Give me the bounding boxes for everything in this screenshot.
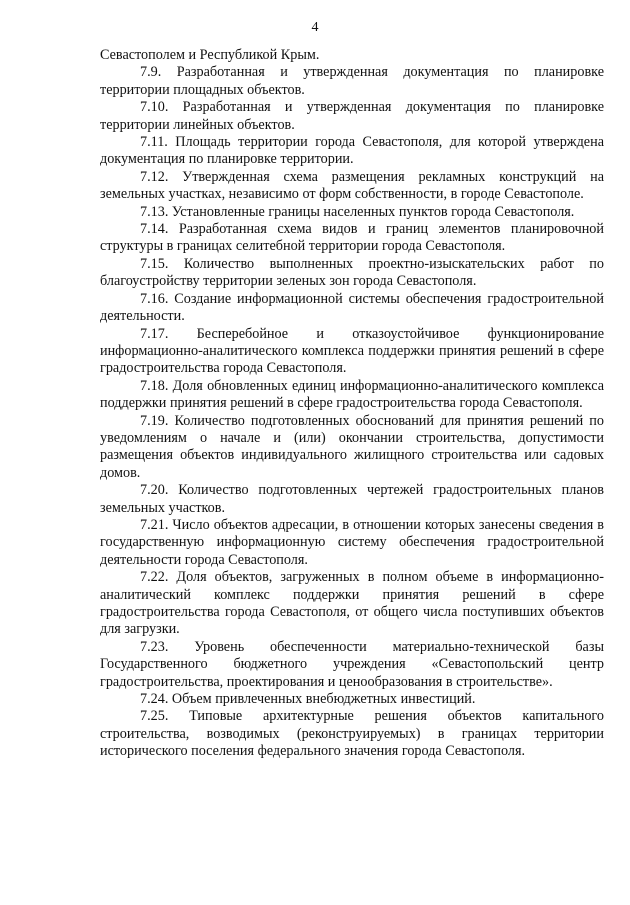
intro-line: Севастополем и Республикой Крым. xyxy=(100,47,320,63)
list-item-7-9: 7.9. Разработанная и утвержденная документация по планировке территории площадных объектов. xyxy=(100,64,604,98)
list-item-7-10: 7.10. Разработанная и утвержденная документация по планировке территории линейных объектов. xyxy=(100,99,604,133)
list-item-7-14: 7.14. Разработанная схема видов и границ элементов планировочной структуры в границах селитебной территории города Севастополя. xyxy=(100,221,604,255)
list-item-7-15: 7.15. Количество выполненных проектно-изыскательских работ по благоустройству территории зеленых зон города Севастополя. xyxy=(100,255,604,290)
list-item-7-22: 7.22. Доля объектов, загруженных в полном объеме в информационно-аналитический комплекс поддержки принятия решений в сфере градостроительства города Севастополя, от общего числа поступивших объектов для загрузки. xyxy=(100,569,604,638)
document-body xyxy=(100,47,604,761)
list-item-7-13: 7.13. Установленные границы населенных пунктов города Севастополя. xyxy=(140,203,575,220)
list-item-7-11: 7.11. Площадь территории города Севастополя, для которой утверждена документация по планировке территории. xyxy=(100,134,604,168)
list-item-7-16: 7.16. Создание информационной системы обеспечения градостроительной деятельности. xyxy=(100,290,604,325)
list-item-7-18: 7.18. Доля обновленных единиц информационно-аналитического комплекса поддержки принятия решений в сфере градостроительства города Севастополя. xyxy=(100,377,604,412)
list-item-7-24: 7.24. Объем привлеченных внебюджетных инвестиций. xyxy=(140,691,476,708)
list-item-7-21: 7.21. Число объектов адресации, в отношении которых занесены сведения в государственную информационную систему обеспечения градостроительной деятельности города Севастополя. xyxy=(100,516,604,568)
list-item-7-20: 7.20. Количество подготовленных чертежей градостроительных планов земельных участков. xyxy=(100,482,604,516)
list-item-7-12: 7.12. Утвержденная схема размещения рекламных конструкций на земельных участках, независимо от форм собственности, в городе Севастополе. xyxy=(100,168,604,203)
list-item-7-19: 7.19. Количество подготовленных обоснований для принятия решений по уведомлениям о начале и (или) окончании строительства, допустимости размещения объектов индивидуального жилищного строительства или садовых домов. xyxy=(100,412,604,481)
list-item-7-25: 7.25. Типовые архитектурные решения объектов капитального строительства, возводимых (реконструируемых) в границах территории исторического поселения федерального значения города Севастополя. xyxy=(100,708,604,760)
page-number: 4 xyxy=(311,20,319,35)
list-item-7-23: 7.23. Уровень обеспеченности материально-технической базы Государственного бюджетного учреждения «Севастопольский центр градостроительства, проектирования и ценообразования в строительстве». xyxy=(100,638,604,690)
list-item-7-17: 7.17. Бесперебойное и отказоустойчивое функционирование информационно-аналитического комплекса поддержки принятия решений в сфере градостроительства города Севастополя. xyxy=(100,325,604,377)
